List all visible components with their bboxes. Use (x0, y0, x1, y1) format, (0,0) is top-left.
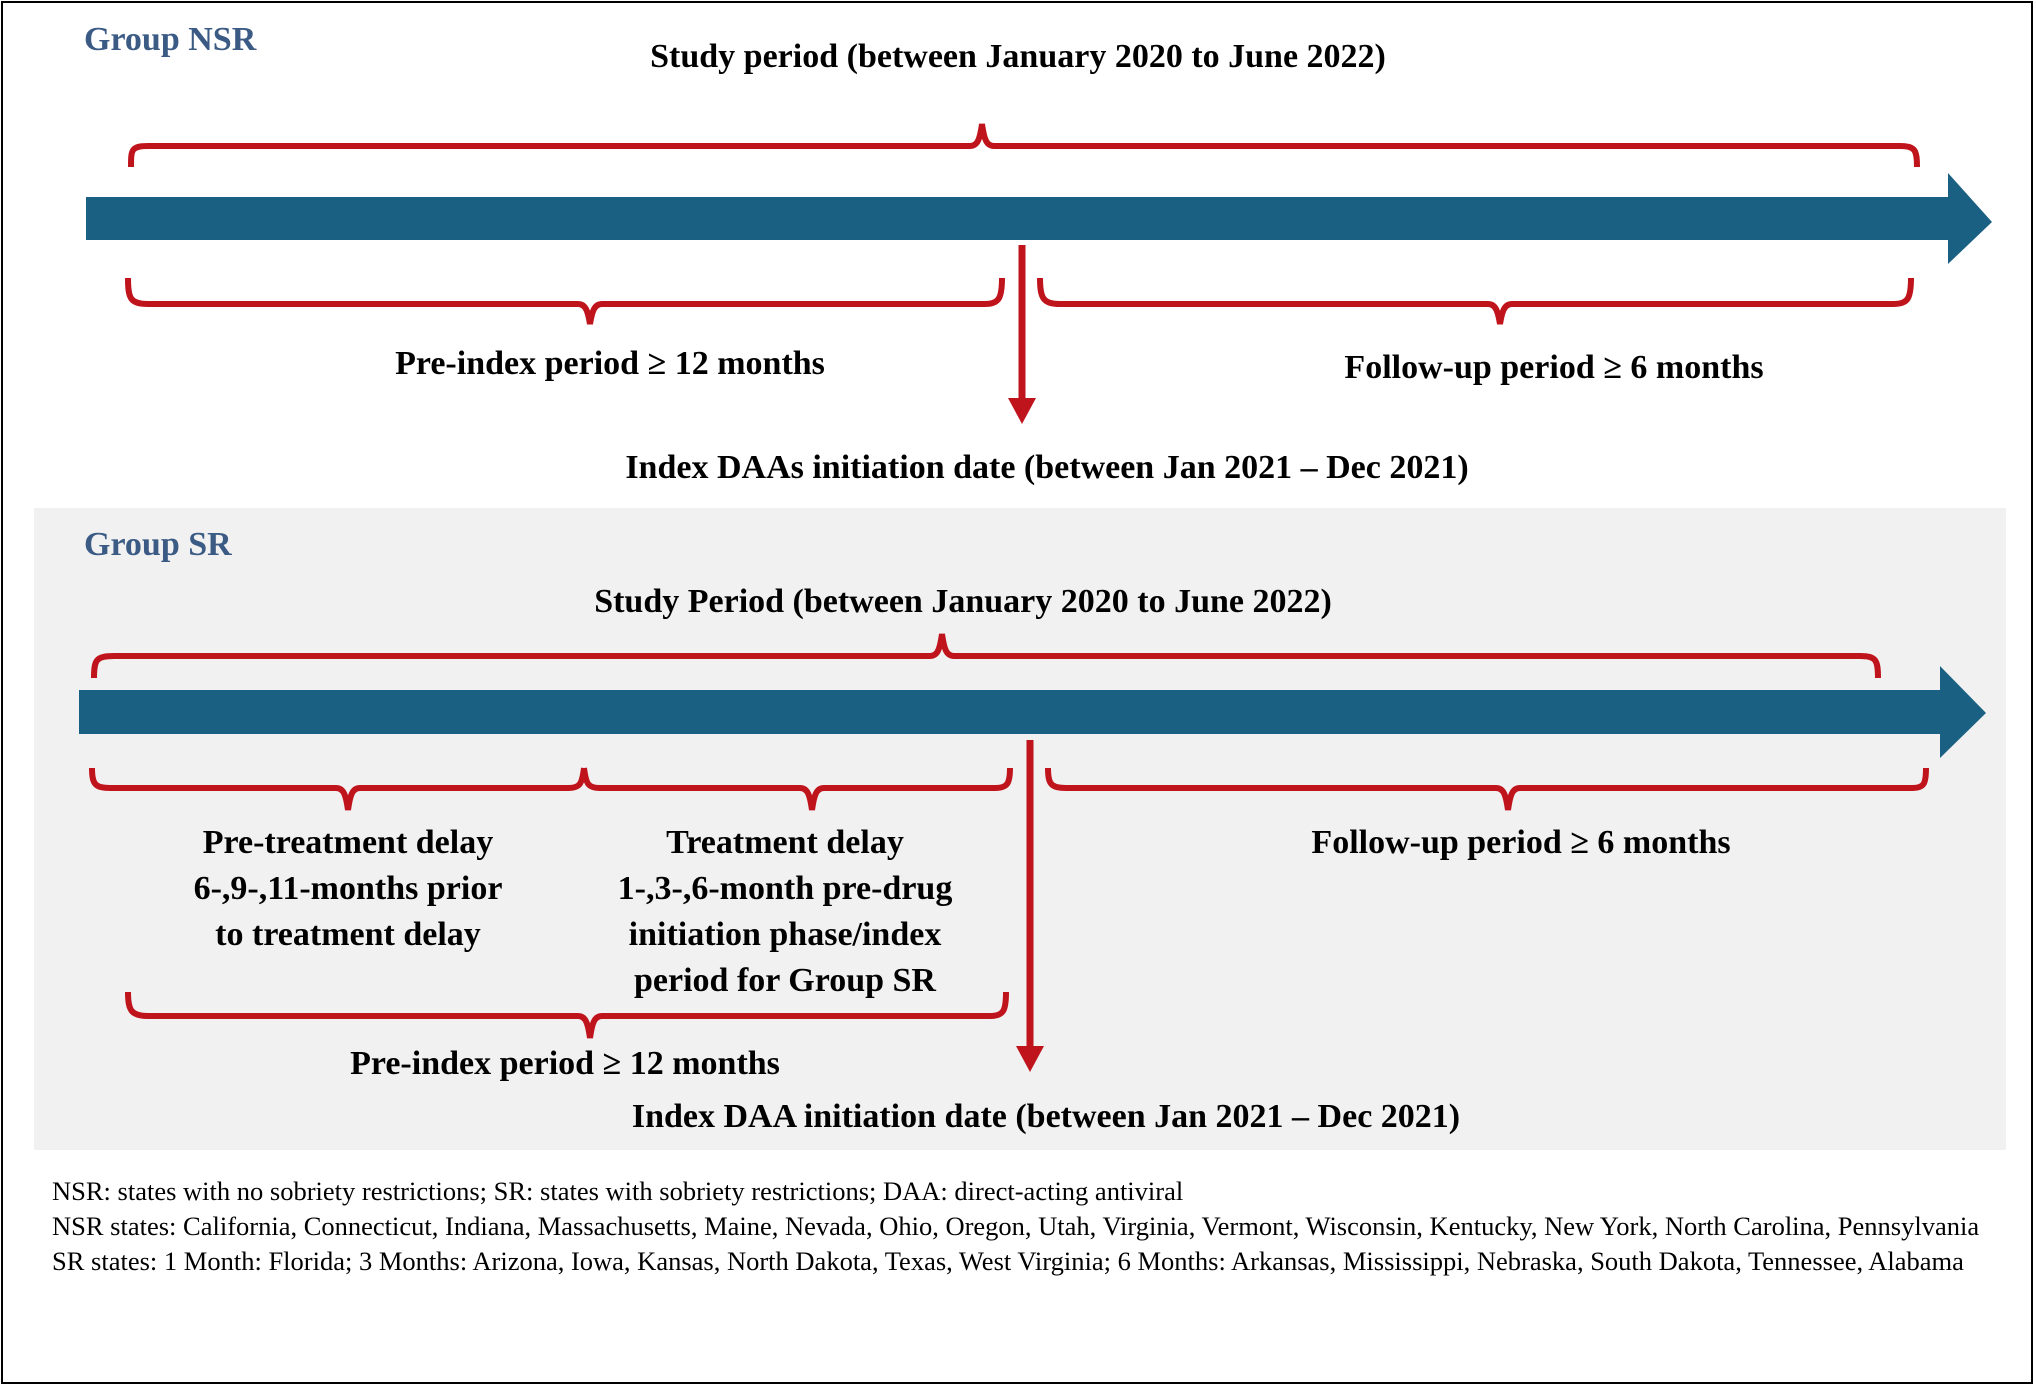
sr-treatment-delay-line: Treatment delay (666, 824, 904, 861)
legend-abbreviations: NSR: states with no sobriety restrictions; SR: states with sobriety restrictions; DAA: direct-acting antiviral (52, 1176, 1184, 1206)
nsr-index-pointer-head (1008, 398, 1036, 424)
sr-treatment-delay-line: period for Group SR (634, 962, 936, 999)
nsr-follow-up-bracket (1040, 278, 1911, 324)
sr-study-period-bracket (94, 634, 1878, 678)
nsr-index-date-label: Index DAAs initiation date (between Jan 2021 – Dec 2021) (625, 449, 1469, 486)
sr-index-pointer-head (1016, 1046, 1044, 1072)
sr-pre-treatment-delay-line: 6-,9-,11-months prior (193, 870, 503, 907)
nsr-follow-up-label: Follow-up period ≥ 6 months (1344, 349, 1764, 386)
sr-treatment-delay-label (618, 820, 953, 1004)
sr-pre-index-label: Pre-index period ≥ 12 months (350, 1045, 780, 1082)
sr-study-period-label: Study Period (between January 2020 to June 2022) (594, 583, 1332, 620)
sr-follow-up-label: Follow-up period ≥ 6 months (1311, 824, 1731, 861)
legend-sr-states: SR states: 1 Month: Florida; 3 Months: Arizona, Iowa, Kansas, North Dakota, Texas, West Virginia; 6 Months: Arkansas, Mississippi, Nebraska, South Dakota, Tennessee, Alabama (52, 1246, 1964, 1276)
sr-index-date-label: Index DAA initiation date (between Jan 2021 – Dec 2021) (631, 1098, 1461, 1135)
sr-follow-up-bracket (1048, 768, 1926, 810)
nsr-pre-index-bracket (128, 278, 1002, 324)
sr-pre-treatment-delay-label (194, 820, 503, 958)
nsr-pre-index-label: Pre-index period ≥ 12 months (395, 345, 825, 382)
sr-treatment-delay-line: initiation phase/index (628, 916, 942, 953)
sr-pre-treatment-delay-line: to treatment delay (215, 916, 481, 953)
sr-treatment-delay-line: 1-,3-,6-month pre-drug (617, 870, 953, 907)
sr-group-label: Group SR (84, 526, 232, 563)
sr-pre-treatment-delay-bracket (92, 768, 584, 810)
nsr-timeline-arrow (86, 173, 1992, 264)
sr-pre-treatment-delay-line: Pre-treatment delay (202, 824, 494, 861)
nsr-group-label: Group NSR (84, 21, 257, 58)
sr-treatment-delay-bracket (584, 768, 1010, 810)
nsr-study-period-label: Study period (between January 2020 to June 2022) (650, 38, 1386, 75)
legend-nsr-states: NSR states: California, Connecticut, Indiana, Massachusetts, Maine, Nevada, Ohio, Oregon, Utah, Virginia, Vermont, Wisconsin, Kentucky, New York, North Carolina, Pennsylvania (52, 1211, 1980, 1241)
nsr-study-period-bracket (131, 124, 1917, 167)
legend-footnote (52, 1174, 2012, 1279)
